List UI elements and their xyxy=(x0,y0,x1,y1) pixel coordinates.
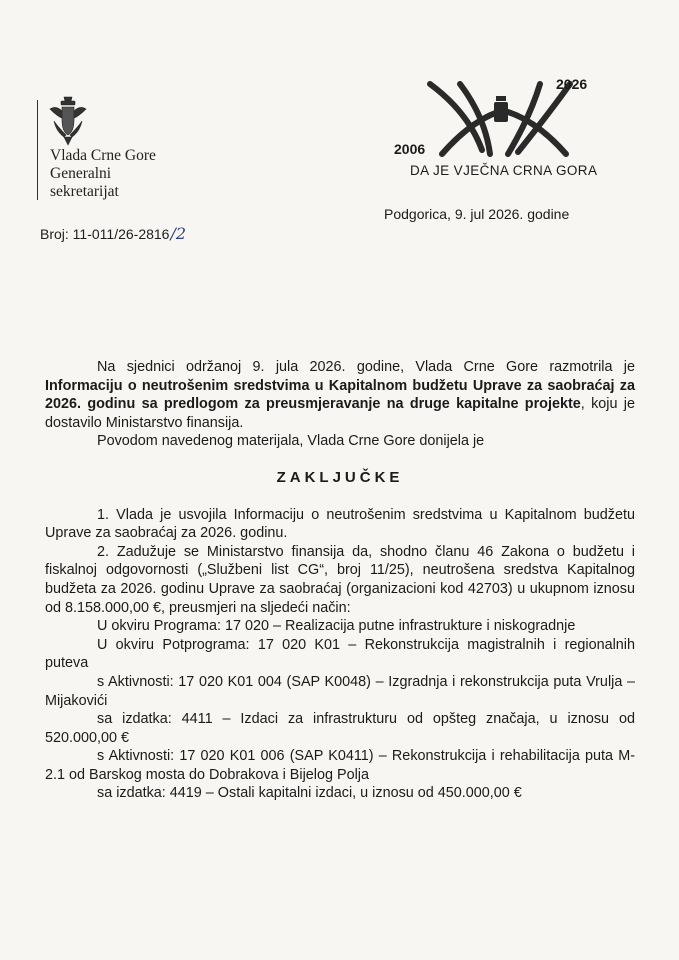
jubilee-motto: DA JE VJEČNA CRNA GORA xyxy=(410,163,598,178)
intro-conclusion-line: Povodom navedenog materijala, Vlada Crne Gore donijela je xyxy=(97,433,485,450)
institution-divider xyxy=(37,100,38,200)
document-body xyxy=(45,358,635,803)
intro-text-end: , koju je dostavilo Ministarstvo finansija. xyxy=(45,396,635,431)
institution-line-3: sekretarijat xyxy=(50,183,119,200)
intro-bold-subject: Informaciju o neutrošenim sredstvima u Kapitalnom budžetu Uprave za saobraćaj za 2026. godinu sa predlogom za preusmjeravanje na druge kapitalne projekte xyxy=(45,377,635,413)
coat-of-arms-icon xyxy=(46,95,90,147)
expense-line-2: sa izdatka: 4419 – Ostali kapitalni izdaci, u iznosu od 450.000,00 € xyxy=(97,785,522,802)
place-and-date: Podgorica, 9. jul 2026. godine xyxy=(384,206,570,222)
conclusion-item-2: 2. Zadužuje se Ministarstvo finansija da, shodno članu 46 Zakona o budžetu i fiskalnoj odgovornosti („Službeni list CG“, broj 11/25), neutrošena sredstva Kapitalnog budžeta za 2026. godinu Uprave za saobraćaj (organizacioni kod 42703) u ukupnom iznosu od 8.158.000,00 €, preusmjeri na sljedeći način: xyxy=(45,543,635,616)
jubilee-year-end: 2026 xyxy=(556,76,588,92)
activity-line-2: s Aktivnosti: 17 020 K01 006 (SAP K0411) – Rekonstrukcija i rehabilitacija puta M-2.1 od Barskog mosta do Dobrakova i Bijelog Polja xyxy=(45,748,635,783)
institution-line-1: Vlada Crne Gore xyxy=(50,147,156,164)
intro-text-start: Na sjednici održanoj 9. jula 2026. godine, Vlada Crne Gore razmotrila je xyxy=(97,359,635,375)
conclusion-item-1: 1. Vlada je usvojila Informaciju o neutrošenim sredstvima u Kapitalnom budžetu Uprave za saobraćaj za 2026. godinu. xyxy=(45,506,635,542)
conclusions-list xyxy=(45,506,635,804)
institution-line-2: Generalni xyxy=(50,165,112,182)
section-title: ZAKLJUČKE xyxy=(276,468,404,486)
jubilee-year-start: 2006 xyxy=(394,141,426,157)
institution-name xyxy=(50,147,156,201)
intro-paragraph xyxy=(45,358,635,432)
reference-number xyxy=(40,224,186,243)
activity-line-1: s Aktivnosti: 17 020 K01 004 (SAP K0048) – Izgradnja i rekonstrukcija puta Vrulja – Mijakovići xyxy=(45,673,635,709)
program-line: U okviru Programa: 17 020 – Realizacija putne infrastrukture i niskogradnje xyxy=(97,618,576,635)
reference-number-text: Broj: 11-011/26-2816 xyxy=(40,226,170,242)
subprogram-line: U okviru Potprograma: 17 020 K01 – Rekonstrukcija magistralnih i regionalnih puteva xyxy=(45,636,635,672)
reference-handwritten-suffix: /2 xyxy=(170,224,187,243)
expense-line-1: sa izdatka: 4411 – Izdaci za infrastrukturu od opšteg značaja, u iznosu od 520.000,00 € xyxy=(45,711,635,746)
